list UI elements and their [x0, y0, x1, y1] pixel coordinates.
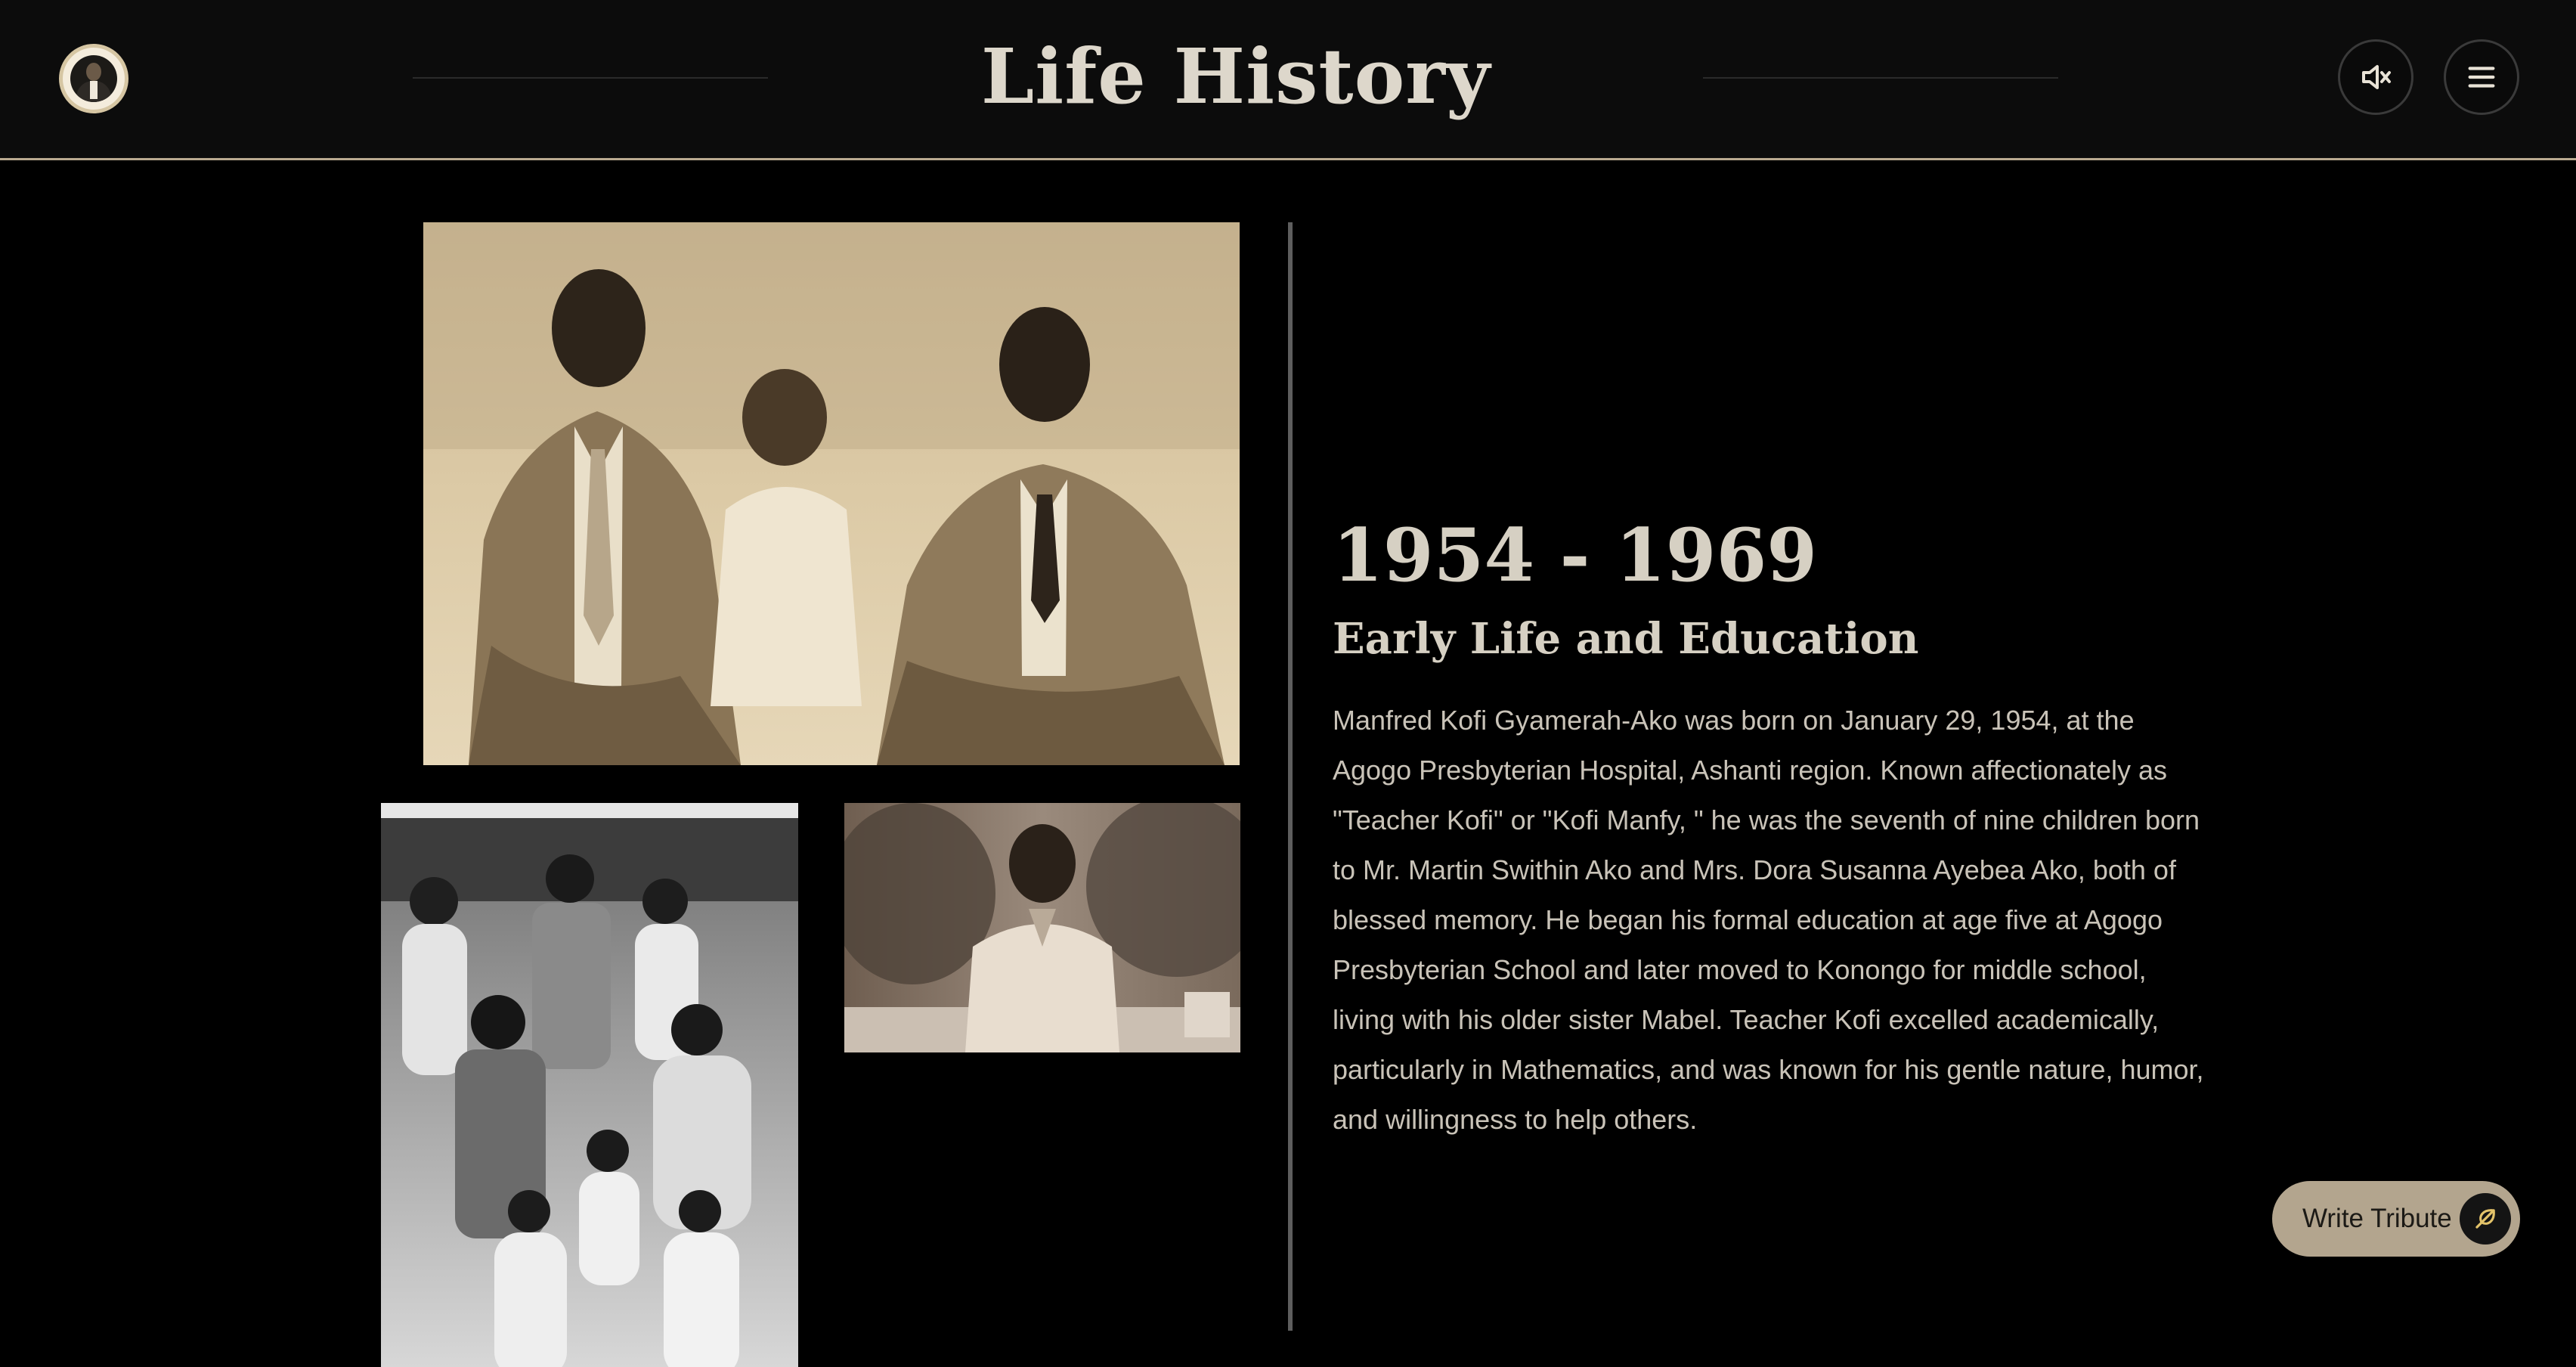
title-divider-left — [413, 77, 768, 79]
hamburger-menu-icon — [2464, 60, 2499, 95]
family-photo — [423, 222, 1240, 765]
period-heading: 1954 - 1969 — [1333, 513, 1818, 598]
write-tribute-label: Write Tribute — [2302, 1204, 2452, 1233]
feather-pen-icon — [2460, 1193, 2511, 1245]
section-title: Early Life and Education — [1333, 614, 1919, 664]
menu-button[interactable] — [2444, 39, 2519, 115]
biography-text: Manfred Kofi Gyamerah-Ako was born on January 29, 1954, at the Agogo Presbyterian Hospital, Ashanti region. Known affectionately as "Teacher Kofi" or "Kofi Manfy, " he was the seventh of nine children born to Mr. Martin Swithin Ako and Mrs. Dora Susanna Ayebea Ako, both of blessed memory. He began his formal education at age five at Agogo Presbyterian School and later moved to Konongo for middle school, living with his older sister Mabel. Teacher Kofi excelled academically, particularly in Mathematics, and was known for his gentle nature, humor, and willingness to help others. — [1333, 705, 2204, 1135]
mute-button[interactable] — [2338, 39, 2413, 115]
timeline-divider — [1288, 222, 1293, 1331]
portrait-logo-icon[interactable] — [59, 44, 128, 113]
young-boy-photo — [844, 803, 1240, 1052]
title-divider-right — [1703, 77, 2058, 79]
family-group-photo — [381, 803, 798, 1367]
write-tribute-button[interactable] — [2272, 1181, 2520, 1257]
top-header — [0, 0, 2576, 160]
page-title: Life History — [980, 32, 1491, 121]
volume-mute-icon — [2358, 59, 2394, 95]
